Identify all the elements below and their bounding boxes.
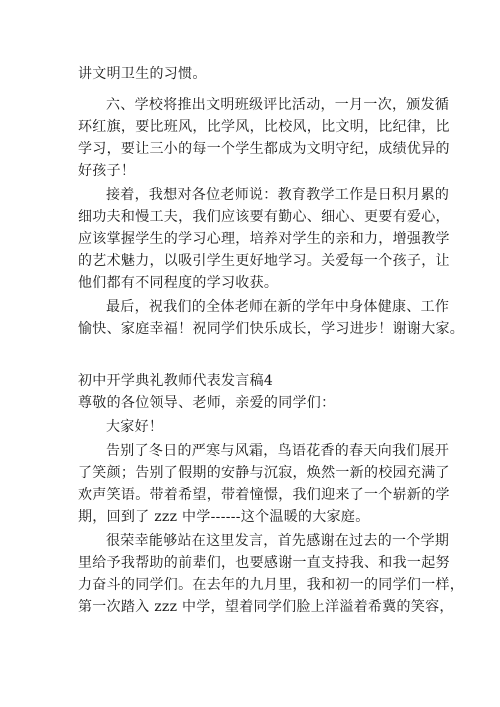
text-line-21: 里给予我帮助的前辈们，也要感谢一直支持我、和我一起努 xyxy=(78,555,450,571)
section-title: 初中开学典礼教师代表发言稿4 xyxy=(78,373,274,389)
text-line-7: 细功夫和慢工夫，我们应该要有勤心、细心、更要有爱心， xyxy=(78,209,450,225)
greeting-line: 大家好！ xyxy=(106,419,164,435)
text-line-16: 告别了冬日的严寒与风霜，鸟语花香的春天向我们展开 xyxy=(106,443,450,459)
text-line-17: 了笑颜；告别了假期的安静与沉寂，焕然一新的校园充满了 xyxy=(78,465,450,481)
text-line-23: 第一次踏入 zzz 中学，望着同学们脸上洋溢着希冀的笑容， xyxy=(78,599,454,615)
text-line-9: 的艺术魅力，以吸引学生更好地学习。关爱每一个孩子，让 xyxy=(78,253,450,269)
text-line-6: 接着，我想对各位老师说：教育教学工作是日积月累的 xyxy=(106,187,450,203)
text-line-8: 应该掌握学生的学习心理，培养对学生的亲和力，增强教学 xyxy=(78,231,450,247)
text-line-2: 六、学校将推出文明班级评比活动，一月一次，颁发循 xyxy=(106,97,450,113)
text-line-11: 最后，祝我们的全体老师在新的学年中身体健康、工作 xyxy=(106,299,450,315)
text-line-10: 他们都有不同程度的学习收获。 xyxy=(78,275,279,291)
text-line-3: 环红旗，要比班风，比学风，比校风，比文明，比纪律，比 xyxy=(78,119,450,135)
text-line-5: 好孩子！ xyxy=(78,163,136,179)
text-line-18: 欢声笑语。带着希望，带着憧憬，我们迎来了一个崭新的学 xyxy=(78,487,450,503)
text-line-20: 很荣幸能够站在这里发言，首先感谢在过去的一个学期 xyxy=(106,533,450,549)
text-line-4: 学习，要让三小的每一个学生都成为文明守纪，成绩优异的 xyxy=(78,141,450,157)
text-line-12: 愉快、家庭幸福！祝同学们快乐成长，学习进步！谢谢大家。 xyxy=(78,321,465,337)
text-line-22: 力奋斗的同学们。在去年的九月里，我和初一的同学们一样， xyxy=(78,577,465,593)
text-line-1: 讲文明卫生的习惯。 xyxy=(78,66,207,82)
text-line-19: 期，回到了 zzz 中学------这个温暖的大家庭。 xyxy=(78,509,370,525)
salutation-line: 尊敬的各位领导、老师，亲爱的同学们： xyxy=(78,395,336,411)
